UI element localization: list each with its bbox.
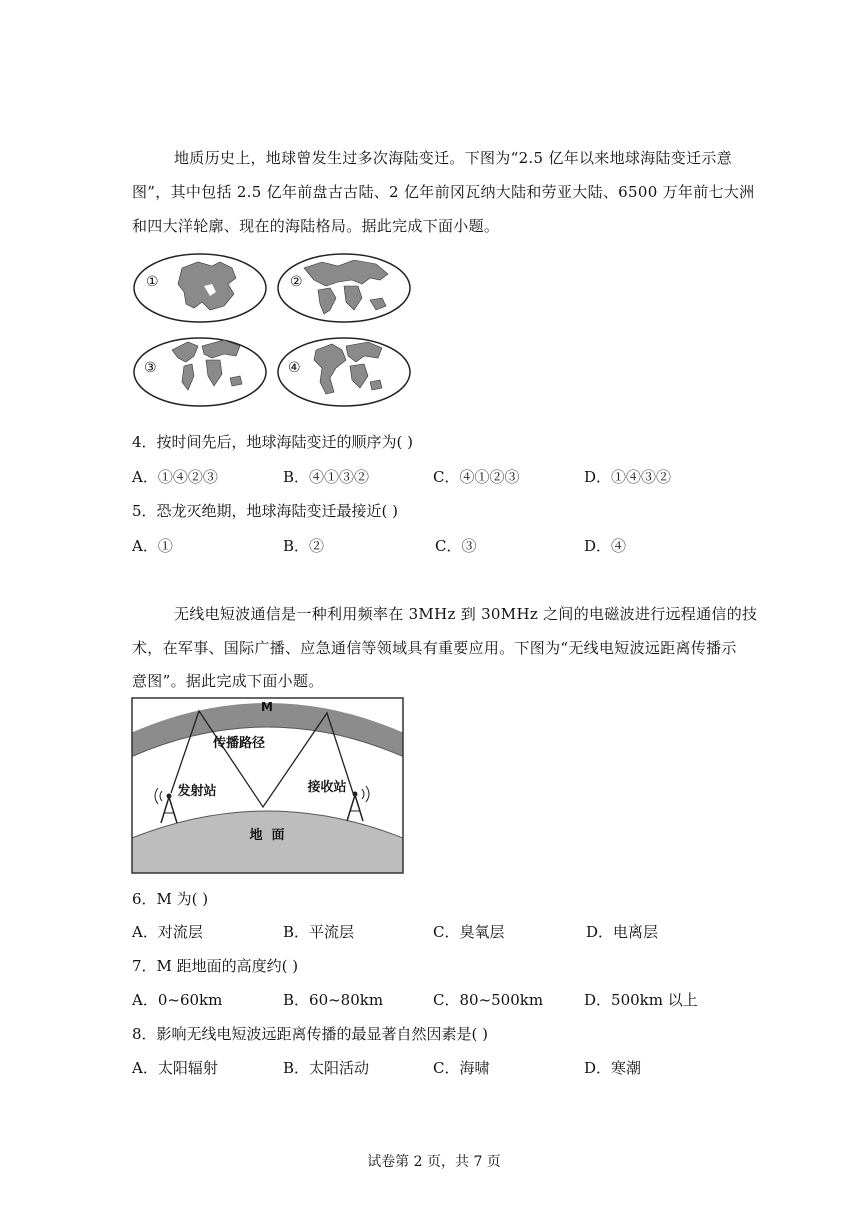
question-5-stem: 5．恐龙灭绝期，地球海陆变迁最接近( ) bbox=[132, 502, 399, 520]
question-8-option-b[interactable]: B．太阳活动 bbox=[283, 1059, 370, 1077]
question-8-option-a[interactable]: A．太阳辐射 bbox=[132, 1059, 218, 1077]
passage2-line2: 术，在军事、国际广播、应急通信等领域具有重要应用。下图为“无线电短波远距离传播示 bbox=[132, 639, 737, 657]
question-6-option-b[interactable]: B．平流层 bbox=[283, 923, 355, 941]
question-4-option-c[interactable]: C．④①②③ bbox=[433, 468, 520, 486]
map-label-4: ④ bbox=[288, 360, 301, 376]
map-panel-2 bbox=[278, 254, 410, 322]
question-4-option-d[interactable]: D．①④③② bbox=[584, 468, 672, 486]
question-7-stem: 7．M 距地面的高度约( ) bbox=[132, 957, 299, 975]
question-5-option-b[interactable]: B．② bbox=[283, 537, 325, 555]
receiver-tower-icon bbox=[347, 786, 369, 821]
passage2-line3: 意图”。据此完成下面小题。 bbox=[132, 672, 324, 690]
passage1-line1: 地质历史上，地球曾发生过多次海陆变迁。下图为“2.5 亿年以来地球海陆变迁示意 bbox=[174, 149, 732, 167]
map-label-2: ② bbox=[290, 274, 303, 290]
question-6-stem: 6．M 为( ) bbox=[132, 890, 209, 908]
question-5-option-d[interactable]: D．④ bbox=[584, 537, 627, 555]
question-5-option-a[interactable]: A．① bbox=[132, 537, 173, 555]
map-label-3: ③ bbox=[144, 360, 157, 376]
passage1-line3: 和四大洋轮廓、现在的海陆格局。据此完成下面小题。 bbox=[132, 217, 500, 235]
propagation-path-label: 传播路径 bbox=[212, 736, 266, 751]
map-label-1: ① bbox=[146, 274, 159, 290]
ionosphere-layer bbox=[131, 703, 404, 777]
question-7-option-c[interactable]: C．80~500km bbox=[433, 991, 544, 1009]
transmitter-label: 发射站 bbox=[177, 784, 217, 799]
layer-m-label: M bbox=[261, 700, 273, 714]
question-7-option-a[interactable]: A．0~60km bbox=[132, 991, 223, 1009]
ground-label: 地 面 bbox=[249, 828, 285, 843]
question-4-option-b[interactable]: B．④①③② bbox=[283, 468, 370, 486]
passage2-line1: 无线电短波通信是一种利用频率在 3MHz 到 30MHz 之间的电磁波进行远程通信的技 bbox=[174, 605, 758, 623]
passage1-line2: 图”，其中包括 2.5 亿年前盘古古陆、2 亿年前冈瓦纳大陆和劳亚大陆、6500 万年前七大洲 bbox=[132, 183, 755, 201]
continental-drift-figure bbox=[132, 250, 412, 412]
question-5-option-c[interactable]: C．③ bbox=[435, 537, 477, 555]
question-8-stem: 8．影响无线电短波远距离传播的最显著自然因素是( ) bbox=[132, 1025, 489, 1043]
question-6-option-a[interactable]: A．对流层 bbox=[132, 923, 203, 941]
radio-propagation-figure bbox=[131, 697, 404, 874]
question-7-option-b[interactable]: B．60~80km bbox=[283, 991, 384, 1009]
question-7-option-d[interactable]: D．500km 以上 bbox=[584, 991, 698, 1009]
question-4-stem: 4．按时间先后，地球海陆变迁的顺序为( ) bbox=[132, 433, 414, 451]
question-6-option-d[interactable]: D．电离层 bbox=[586, 923, 659, 941]
question-8-option-d[interactable]: D．寒潮 bbox=[584, 1059, 642, 1077]
receiver-label: 接收站 bbox=[307, 780, 347, 795]
transmitter-tower-icon bbox=[155, 788, 177, 823]
page-footer: 试卷第 2 页，共 7 页 bbox=[367, 1154, 501, 1170]
question-6-option-c[interactable]: C．臭氧层 bbox=[433, 923, 505, 941]
question-4-option-a[interactable]: A．①④②③ bbox=[132, 468, 218, 486]
question-8-option-c[interactable]: C．海啸 bbox=[433, 1059, 490, 1077]
map-panel-1 bbox=[134, 254, 266, 322]
map-panel-3 bbox=[134, 338, 266, 406]
map-panel-4 bbox=[278, 338, 410, 406]
